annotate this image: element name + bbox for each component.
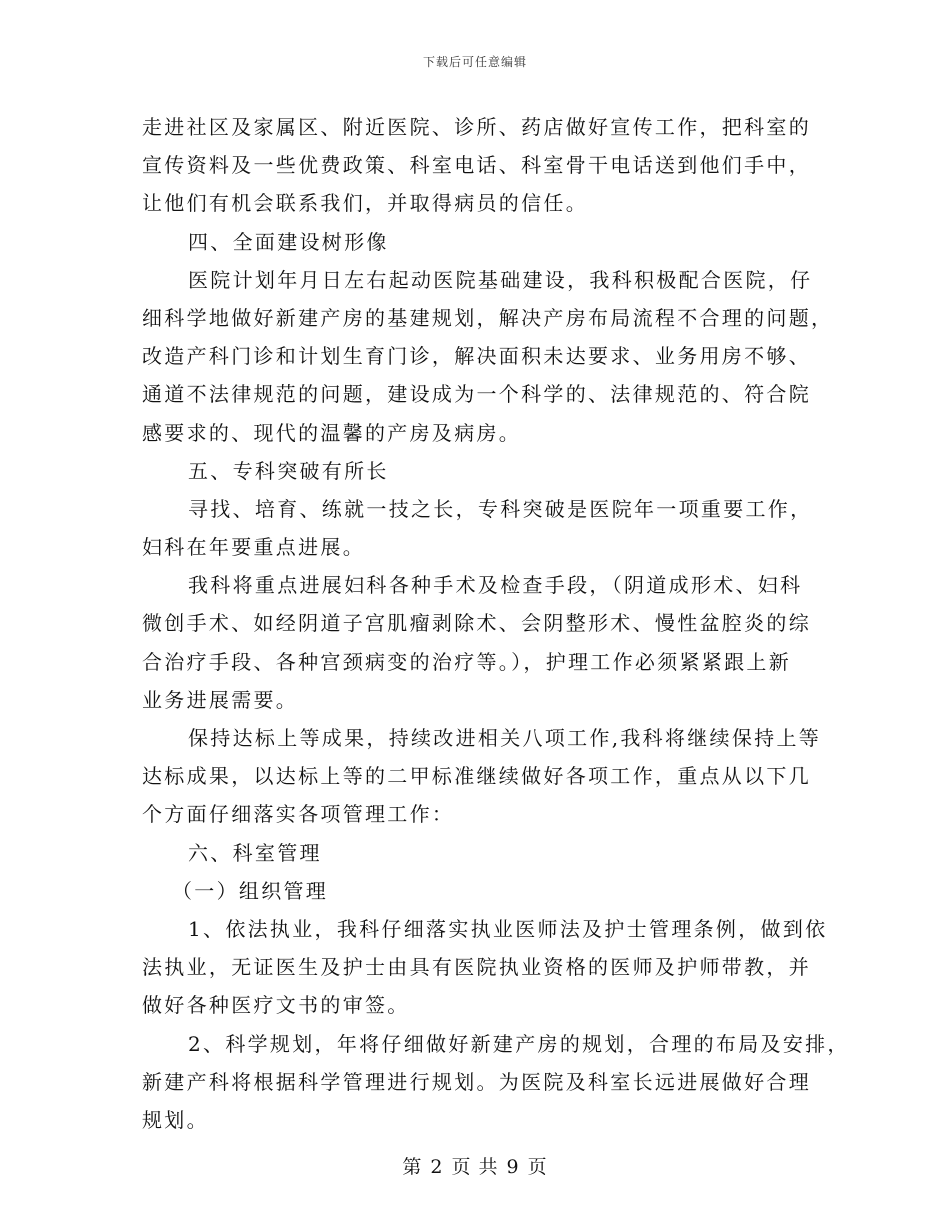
paragraph-line: 1、依法执业，我科仔细落实执业医师法及护士管理条例，做到依	[188, 916, 828, 941]
paragraph-line: 细科学地做好新建产房的基建规划，解决产房布局流程不合理的问题，	[142, 305, 834, 330]
page-number: 2	[430, 1156, 444, 1178]
paragraph-line: 保持达标上等成果，持续改进相关八项工作,我科将继续保持上等	[188, 726, 822, 750]
paragraph-line: 法执业，无证医生及护士由具有医院执业资格的医师及护师带教，并	[142, 955, 811, 980]
paragraph-line: 寻找、培育、练就一技之长，专科突破是医院年一项重要工作，	[188, 496, 813, 521]
paragraph-line: 微创手术、如经阴道子宫肌瘤剥除术、会阴整形术、慢性盆腔炎的综	[142, 611, 811, 636]
paragraph-line: 改造产科门诊和计划生育门诊，解决面积未达要求、业务用房不够、	[142, 344, 811, 369]
paragraph-line: 合治疗手段、各种宫颈病变的治疗等。），护理工作必须紧紧跟上新	[142, 649, 791, 674]
paragraph-line: 医院计划年月日左右起动医院基础建设，我科积极配合医院，仔	[188, 267, 813, 292]
paragraph-line: 感要求的、现代的温馨的产房及病房。	[142, 420, 522, 445]
page-label-prefix: 第	[402, 1156, 423, 1178]
document-body	[142, 108, 850, 1139]
page-label-suffix: 页	[527, 1156, 548, 1178]
section-heading: 六、科室管理	[188, 840, 322, 865]
paragraph-line: 新建产科将根据科学管理进行规划。为医院及科室长远进展做好合理	[142, 1069, 811, 1094]
paragraph-line: 让他们有机会联系我们，并取得病员的信任。	[142, 191, 588, 216]
section-heading: 四、全面建设树形像	[188, 229, 389, 254]
paragraph-line: 个方面仔细落实各项管理工作：	[142, 802, 455, 827]
paragraph-line: 我科将重点进展妇科各种手术及检查手段，（阴道成形术、妇科	[188, 573, 803, 598]
paragraph-line: 2、科学规划，年将仔细做好新建产房的规划，合理的布局及安排，	[188, 1031, 850, 1056]
paragraph-line: 达标成果，以达标上等的二甲标准继续做好各项工作，重点从以下几	[142, 764, 811, 789]
paragraph-line: 做好各种医疗文书的审签。	[142, 993, 410, 1018]
paragraph-line: 妇科在年要重点进展。	[142, 535, 365, 560]
paragraph-line: 业务进展需要。	[142, 687, 299, 712]
page-label-middle: 页 共	[451, 1156, 499, 1178]
page-total: 9	[506, 1156, 520, 1178]
paragraph-line: 宣传资料及一些优费政策、科室电话、科室骨干电话送到他们手中，	[142, 153, 811, 178]
section-heading: 五、专科突破有所长	[188, 458, 389, 483]
subsection-heading: （一）组织管理	[172, 878, 329, 903]
paragraph-line: 通道不法律规范的问题，建设成为一个科学的、法律规范的、符合院	[142, 382, 811, 407]
paragraph-line: 规划。	[142, 1107, 209, 1132]
page-header: 下载后可任意编辑	[422, 55, 527, 69]
paragraph-line: 走进社区及家属区、附近医院、诊所、药店做好宣传工作，把科室的	[142, 115, 811, 139]
page-footer	[0, 1152, 950, 1179]
